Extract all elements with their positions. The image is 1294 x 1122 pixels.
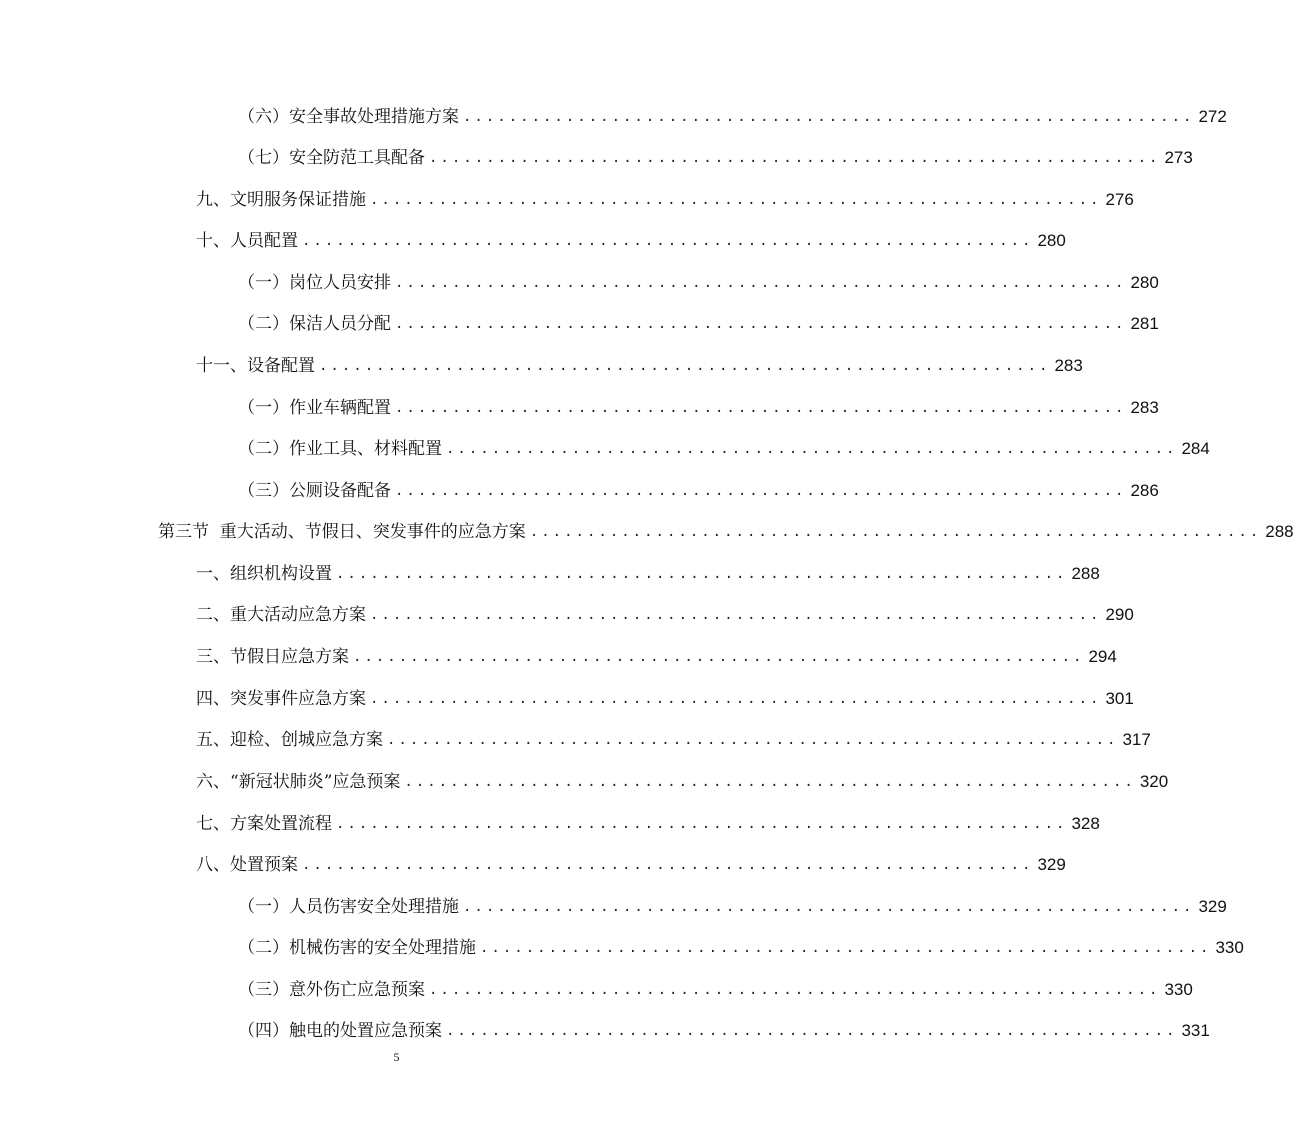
toc-leader-dots: ................................................................: [387, 732, 1119, 748]
toc-entry-title: （二）作业工具、材料配置: [238, 439, 442, 459]
toc-leader-dots: ................................................................: [463, 109, 1195, 125]
toc-entry-title: 五、迎检、创城应急方案: [196, 730, 383, 750]
toc-entry-page: 276: [1105, 190, 1134, 209]
toc-entry-title: 第三节 重大活动、节假日、突发事件的应急方案: [158, 522, 526, 542]
toc-entry-page: 329: [1037, 855, 1066, 874]
toc-entry-page: 330: [1164, 980, 1193, 999]
toc-entry-page: 331: [1181, 1021, 1210, 1040]
toc-entry[interactable]: [196, 227, 1066, 255]
toc-entry-title: 十一、设备配置: [196, 356, 315, 376]
toc-leader-dots: ................................................................: [370, 691, 1102, 707]
toc-entry-title: 三、节假日应急方案: [196, 647, 349, 667]
toc-entry-title: 七、方案处置流程: [196, 814, 332, 834]
toc-leader-dots: ................................................................: [353, 649, 1085, 665]
toc-entry[interactable]: [238, 144, 1193, 172]
toc-leader-dots: ................................................................: [395, 483, 1127, 499]
toc-leader-dots: ................................................................: [463, 899, 1195, 915]
toc-leader-dots: ................................................................: [370, 607, 1102, 623]
toc-entry-page: 294: [1088, 647, 1117, 666]
toc-leader-dots: ................................................................: [302, 857, 1034, 873]
toc-entry[interactable]: [238, 103, 1227, 131]
toc-entry-page: 281: [1130, 314, 1159, 333]
toc-entry[interactable]: [196, 726, 1151, 754]
toc-entry-title: 九、文明服务保证措施: [196, 190, 366, 210]
toc-entry[interactable]: [238, 269, 1159, 297]
toc-leader-dots: ................................................................: [404, 774, 1136, 790]
toc-entry-title: （六）安全事故处理措施方案: [238, 107, 459, 127]
toc-entry[interactable]: [196, 352, 1083, 380]
toc-entry-page: 329: [1198, 897, 1227, 916]
toc-entry[interactable]: [238, 310, 1159, 338]
page-number: 5: [393, 1050, 400, 1064]
toc-leader-dots: ................................................................: [395, 400, 1127, 416]
toc-entry-title: （三）公厕设备配备: [238, 481, 391, 501]
toc-entry-page: 286: [1130, 481, 1159, 500]
toc-entry[interactable]: [196, 560, 1100, 588]
toc-entry-page: 280: [1037, 231, 1066, 250]
toc-leader-dots: ................................................................: [395, 275, 1127, 291]
toc-entry-title: 六、“新冠状肺炎”应急预案: [196, 772, 401, 792]
toc-entry[interactable]: [196, 768, 1169, 796]
toc-entry-page: 284: [1181, 439, 1210, 458]
toc-entry-title: 一、组织机构设置: [196, 564, 332, 584]
toc-leader-dots: ................................................................: [446, 1023, 1178, 1039]
toc-entry[interactable]: [238, 976, 1193, 1004]
toc-entry-page: 290: [1105, 605, 1134, 624]
toc-entry[interactable]: [238, 934, 1244, 962]
toc-leader-dots: ................................................................: [370, 192, 1102, 208]
toc-entry-title: （三）意外伤亡应急预案: [238, 980, 425, 1000]
toc-entry-title: 二、重大活动应急方案: [196, 605, 366, 625]
toc-entry-page: 283: [1130, 398, 1159, 417]
toc-entry[interactable]: [238, 893, 1227, 921]
toc-entry-title: （二）机械伤害的安全处理措施: [238, 938, 476, 958]
toc-entry-title: 十、人员配置: [196, 231, 298, 251]
toc-entry-page: 273: [1164, 148, 1193, 167]
toc-entry-page: 288: [1265, 522, 1294, 541]
toc-entry-title: （一）作业车辆配置: [238, 398, 391, 418]
toc-leader-dots: ................................................................: [395, 316, 1127, 332]
toc-entry-page: 328: [1071, 814, 1100, 833]
toc-entry-title: （七）安全防范工具配备: [238, 148, 425, 168]
toc-entry[interactable]: [238, 394, 1159, 422]
toc-leader-dots: ................................................................: [429, 982, 1161, 998]
toc-leader-dots: ................................................................: [319, 358, 1051, 374]
toc-entry[interactable]: [196, 643, 1117, 671]
toc-entry-page: 320: [1139, 772, 1169, 791]
toc-leader-dots: ................................................................: [529, 524, 1262, 540]
toc-entry-page: 330: [1215, 938, 1244, 957]
toc-entry-page: 283: [1054, 356, 1083, 375]
toc-entry-title: （二）保洁人员分配: [238, 314, 391, 334]
toc-leader-dots: ................................................................: [429, 150, 1161, 166]
toc-entry-title: 四、突发事件应急方案: [196, 689, 366, 709]
toc-entry-page: 272: [1198, 107, 1227, 126]
toc-entry[interactable]: [238, 435, 1210, 463]
toc-entry[interactable]: [238, 1017, 1210, 1045]
toc-entry-page: 317: [1122, 730, 1151, 749]
toc-entry[interactable]: [238, 477, 1159, 505]
toc-leader-dots: ................................................................: [302, 233, 1034, 249]
toc-entry-title: （四）触电的处置应急预案: [238, 1021, 442, 1041]
toc-leader-dots: ................................................................: [446, 441, 1178, 457]
toc-entry-title: （一）人员伤害安全处理措施: [238, 897, 459, 917]
toc-leader-dots: ................................................................: [336, 816, 1068, 832]
toc-entry-title: （一）岗位人员安排: [238, 273, 391, 293]
toc-leader-dots: ................................................................: [336, 566, 1068, 582]
toc-leader-dots: ................................................................: [480, 940, 1212, 956]
toc-entry-page: 288: [1071, 564, 1100, 583]
toc-entry[interactable]: [196, 685, 1134, 713]
toc-entry[interactable]: [196, 186, 1134, 214]
toc-entry[interactable]: [196, 851, 1066, 879]
toc-entry[interactable]: [158, 518, 1294, 546]
toc-entry[interactable]: [196, 601, 1134, 629]
toc-entry-page: 301: [1105, 689, 1134, 708]
toc-entry-page: 280: [1130, 273, 1159, 292]
toc-entry[interactable]: [196, 810, 1100, 838]
toc-entry-title: 八、处置预案: [196, 855, 298, 875]
